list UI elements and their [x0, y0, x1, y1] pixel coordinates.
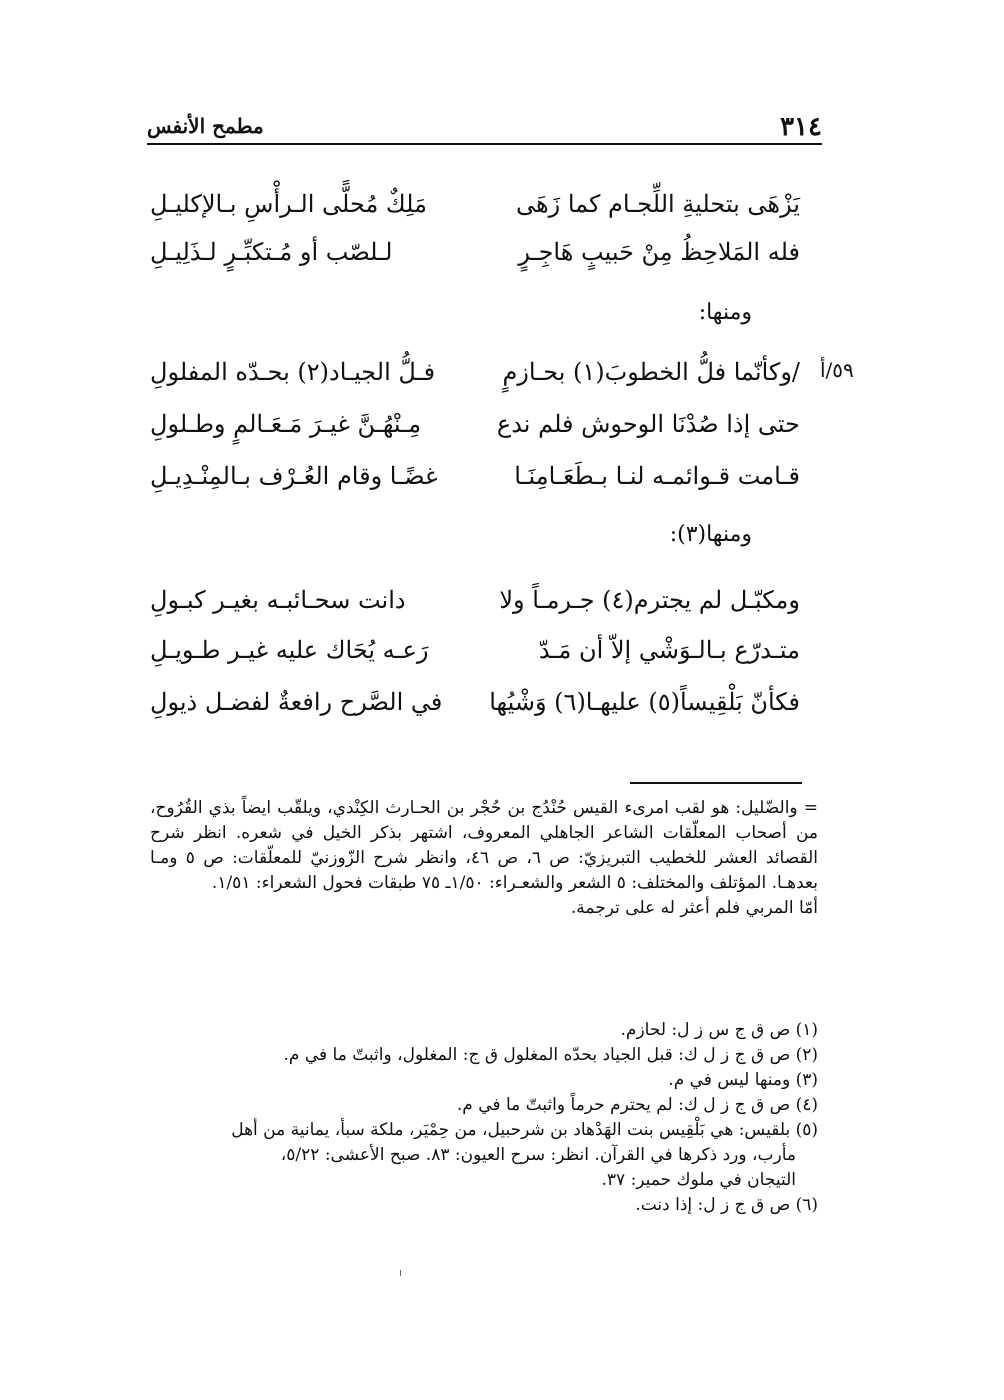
header-rule — [147, 143, 822, 145]
footnote: (٥) بلقيس: هي بَلْقِيس بنت الهَدْهاد بن شرحبيل، من حِمْيَر، ملكة سبأ، يمانية من أهل — [231, 1120, 818, 1140]
running-title: مطمح الأنفس — [147, 114, 264, 138]
manuscript-folio-ref: ٥٩/أ — [820, 358, 854, 382]
section-label: ومنها(٣): — [669, 522, 752, 547]
verse-second-hemistich: دانت سحـائبـه بغيـر كبـولِ — [150, 586, 406, 614]
page-number: ٣١٤ — [780, 112, 822, 142]
verse-row — [150, 682, 800, 722]
verse-first-hemistich: متـدرّع بـالـوَشْي إلاّ أن مَـدّ — [538, 636, 800, 664]
footnote: (٣) ومنها ليس في م. — [668, 1070, 818, 1090]
verse-row — [150, 630, 800, 670]
verse-row — [150, 580, 800, 620]
verse-first-hemistich: ومكبّـل لم يجترم(٤) جـرمـاً ولا — [499, 586, 800, 614]
verse-row — [150, 404, 800, 444]
verse-first-hemistich: فله المَلاحِظُ مِنْ حَبيبٍ هَاجِـرٍ — [518, 238, 800, 266]
verse-second-hemistich: رَعـه يُحَاك عليه غيـر طـويـلِ — [150, 636, 429, 664]
verse-second-hemistich: في الصَّرح رافعةٌ لفضـل ذيولِ — [150, 688, 443, 716]
page-header — [147, 112, 822, 146]
verse-second-hemistich: مِـنْهُـنَّ غيـرَ مَـعَـالمٍ وطـلولِ — [150, 410, 422, 438]
section-label: ومنها: — [698, 300, 752, 325]
verse-first-hemistich: يَزْهَى بتحليةِ اللِّجـام كما زَهَى — [515, 190, 800, 218]
verse-row — [150, 352, 800, 392]
verse-row — [150, 184, 800, 224]
scan-mark — [400, 1270, 401, 1276]
verse-first-hemistich: /وكأنّما فلُّ الخطوبَ(١) بحـازمٍ — [502, 358, 800, 386]
verse-first-hemistich: قـامت قـوائمـه لنـا بـطَعَـامِنَـا — [514, 462, 800, 490]
footnote-separator — [630, 782, 802, 784]
verse-row — [150, 456, 800, 496]
verse-second-hemistich: مَلِكٌ مُحلًّى الـرأْسِ بـالإكليـلِ — [150, 190, 427, 218]
verse-second-hemistich: فـلُّ الجيـاد(٢) بحـدّه المفلولِ — [150, 358, 436, 386]
footnote: (٤) ص ق ج ز ل ك: لم يحترم حرماً واثبتّ ما في م. — [456, 1095, 818, 1115]
continued-footnote-text: أمّا المربي فلم أعثر له على ترجمة. — [570, 898, 818, 918]
verse-second-hemistich: غضًـا وقام العُـرْف بـالمِنْـدِيـلِ — [150, 462, 438, 490]
footnote-continuation: مأرب، ورد ذكرها في القرآن. انظر: سرح العيون: ٨٣. صبح الأعشى: ٥/٢٢، — [280, 1145, 796, 1165]
verse-row — [150, 232, 800, 272]
continued-footnote-text: = والضّليل: هو لقب امرىء القيس حُنْدُج بن حُجْر بن الحـارث الكِنْدي، ويلقّب ايضاً بذي القُرُوح، من أصحاب المعلّقات الشاعر الجاهلي المعروف، اشتهر بذكر الخيل في شعره. انظر شرح القصائد العشر للخطيب التبريزيّ: ص ٦، ص ٤٦، وانظر شرح الزّوزنيّ للمعلّقات: ص ٥ ومـا بعدهـا. المؤتلف والمختلف: ٥ الشعر والشعـراء: ١/٥٠ـ ٧٥ طبقات فحول الشعراء: ١/٥١. — [150, 798, 818, 893]
footnote: (٢) ص ق ج ز ل ك: قبل الجياد بحدّه المغلول ق ج: المغلول، واثبتّ ما في م. — [283, 1045, 818, 1065]
footnotes-list — [150, 1018, 818, 1218]
verse-second-hemistich: لـلصّب أو مُـتكبِّـرٍ لـذَلِيـلِ — [150, 238, 393, 266]
footnote: (١) ص ق ج س ز ل: لحازم. — [620, 1020, 818, 1040]
footnote: (٦) ص ق ج ز ل: إذا دنت. — [635, 1195, 818, 1215]
verse-first-hemistich: فكأنّ بَلْقِيساً(٥) عليهـا(٦) وَشْيُها — [489, 688, 800, 716]
footnote-continuation: التيجان في ملوك حمير: ٣٧. — [601, 1170, 796, 1190]
verse-first-hemistich: حتى إذا صُدْنَا الوحوش فلم ندع — [496, 410, 800, 438]
continued-footnote — [150, 796, 818, 921]
